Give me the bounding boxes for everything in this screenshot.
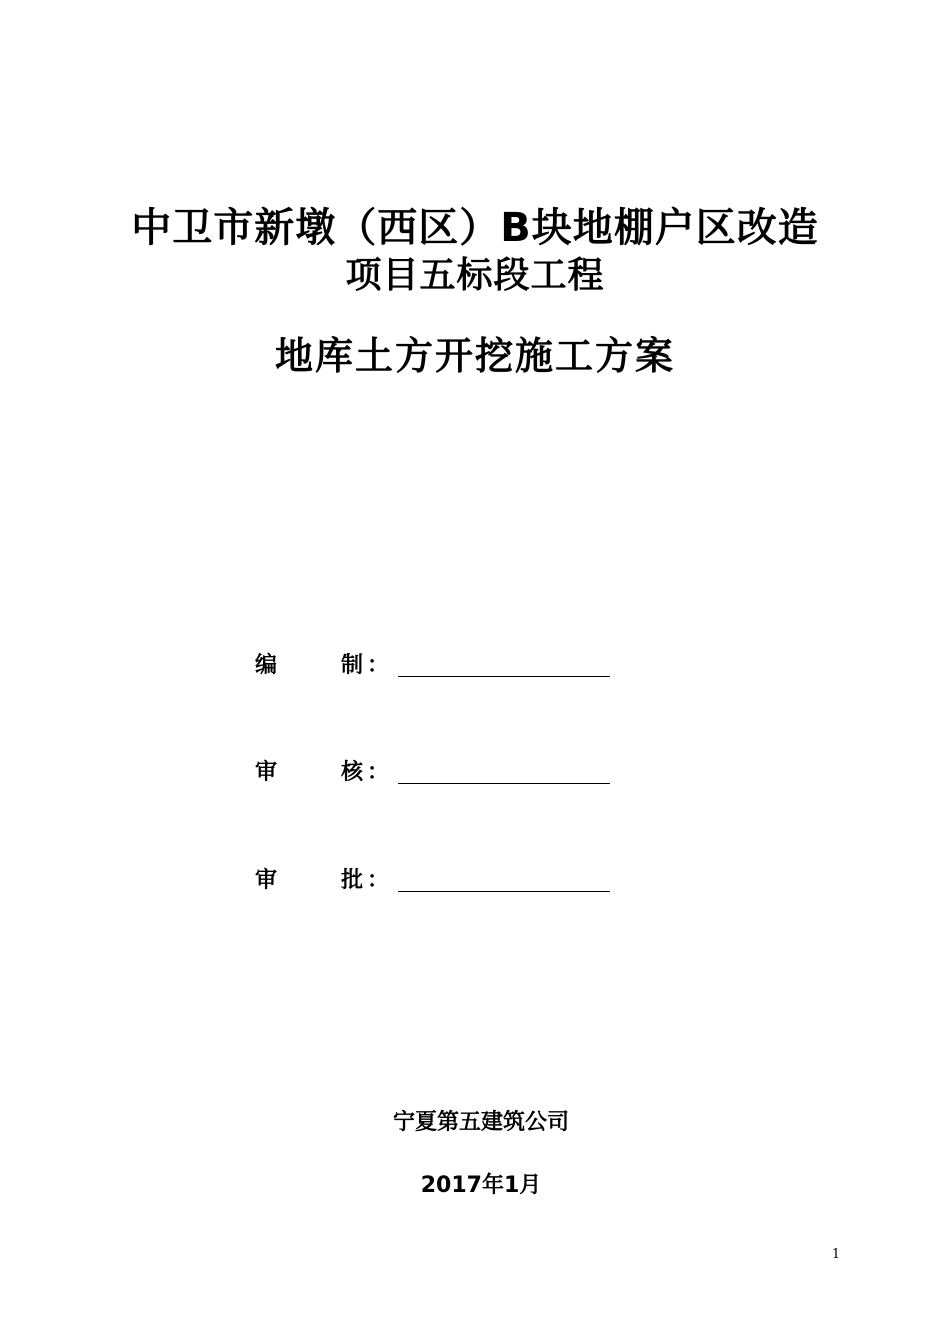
company-name: 宁夏第五建筑公司	[392, 1110, 569, 1135]
document-title-line-1: 中卫市新墩（西区）B块地棚户区改造	[131, 205, 819, 251]
page-number: 1	[831, 1247, 841, 1262]
signature-row-compiled-by	[255, 650, 615, 682]
signature-label-colon: ：	[367, 760, 390, 785]
signature-label-char-2: 批	[341, 868, 364, 893]
signature-row-reviewed-by	[255, 757, 615, 789]
signature-label-char-1: 审	[255, 868, 278, 893]
signature-label-char-2: 核	[341, 760, 364, 785]
signature-label-char-1: 审	[255, 760, 278, 785]
signature-blank-line	[398, 676, 610, 677]
signature-label-char-2: 制	[341, 653, 364, 678]
signature-label-colon: ：	[367, 653, 390, 678]
signature-label-char-1: 编	[255, 653, 278, 678]
document-title-line-2: 项目五标段工程	[345, 255, 605, 296]
signature-blank-line	[398, 891, 610, 892]
document-subtitle: 地库土方开挖施工方案	[274, 334, 675, 378]
document-date: 2017年1月	[420, 1173, 542, 1198]
signature-blank-line	[398, 783, 610, 784]
signature-row-approved-by	[255, 865, 615, 897]
signature-label-colon: ：	[367, 868, 390, 893]
